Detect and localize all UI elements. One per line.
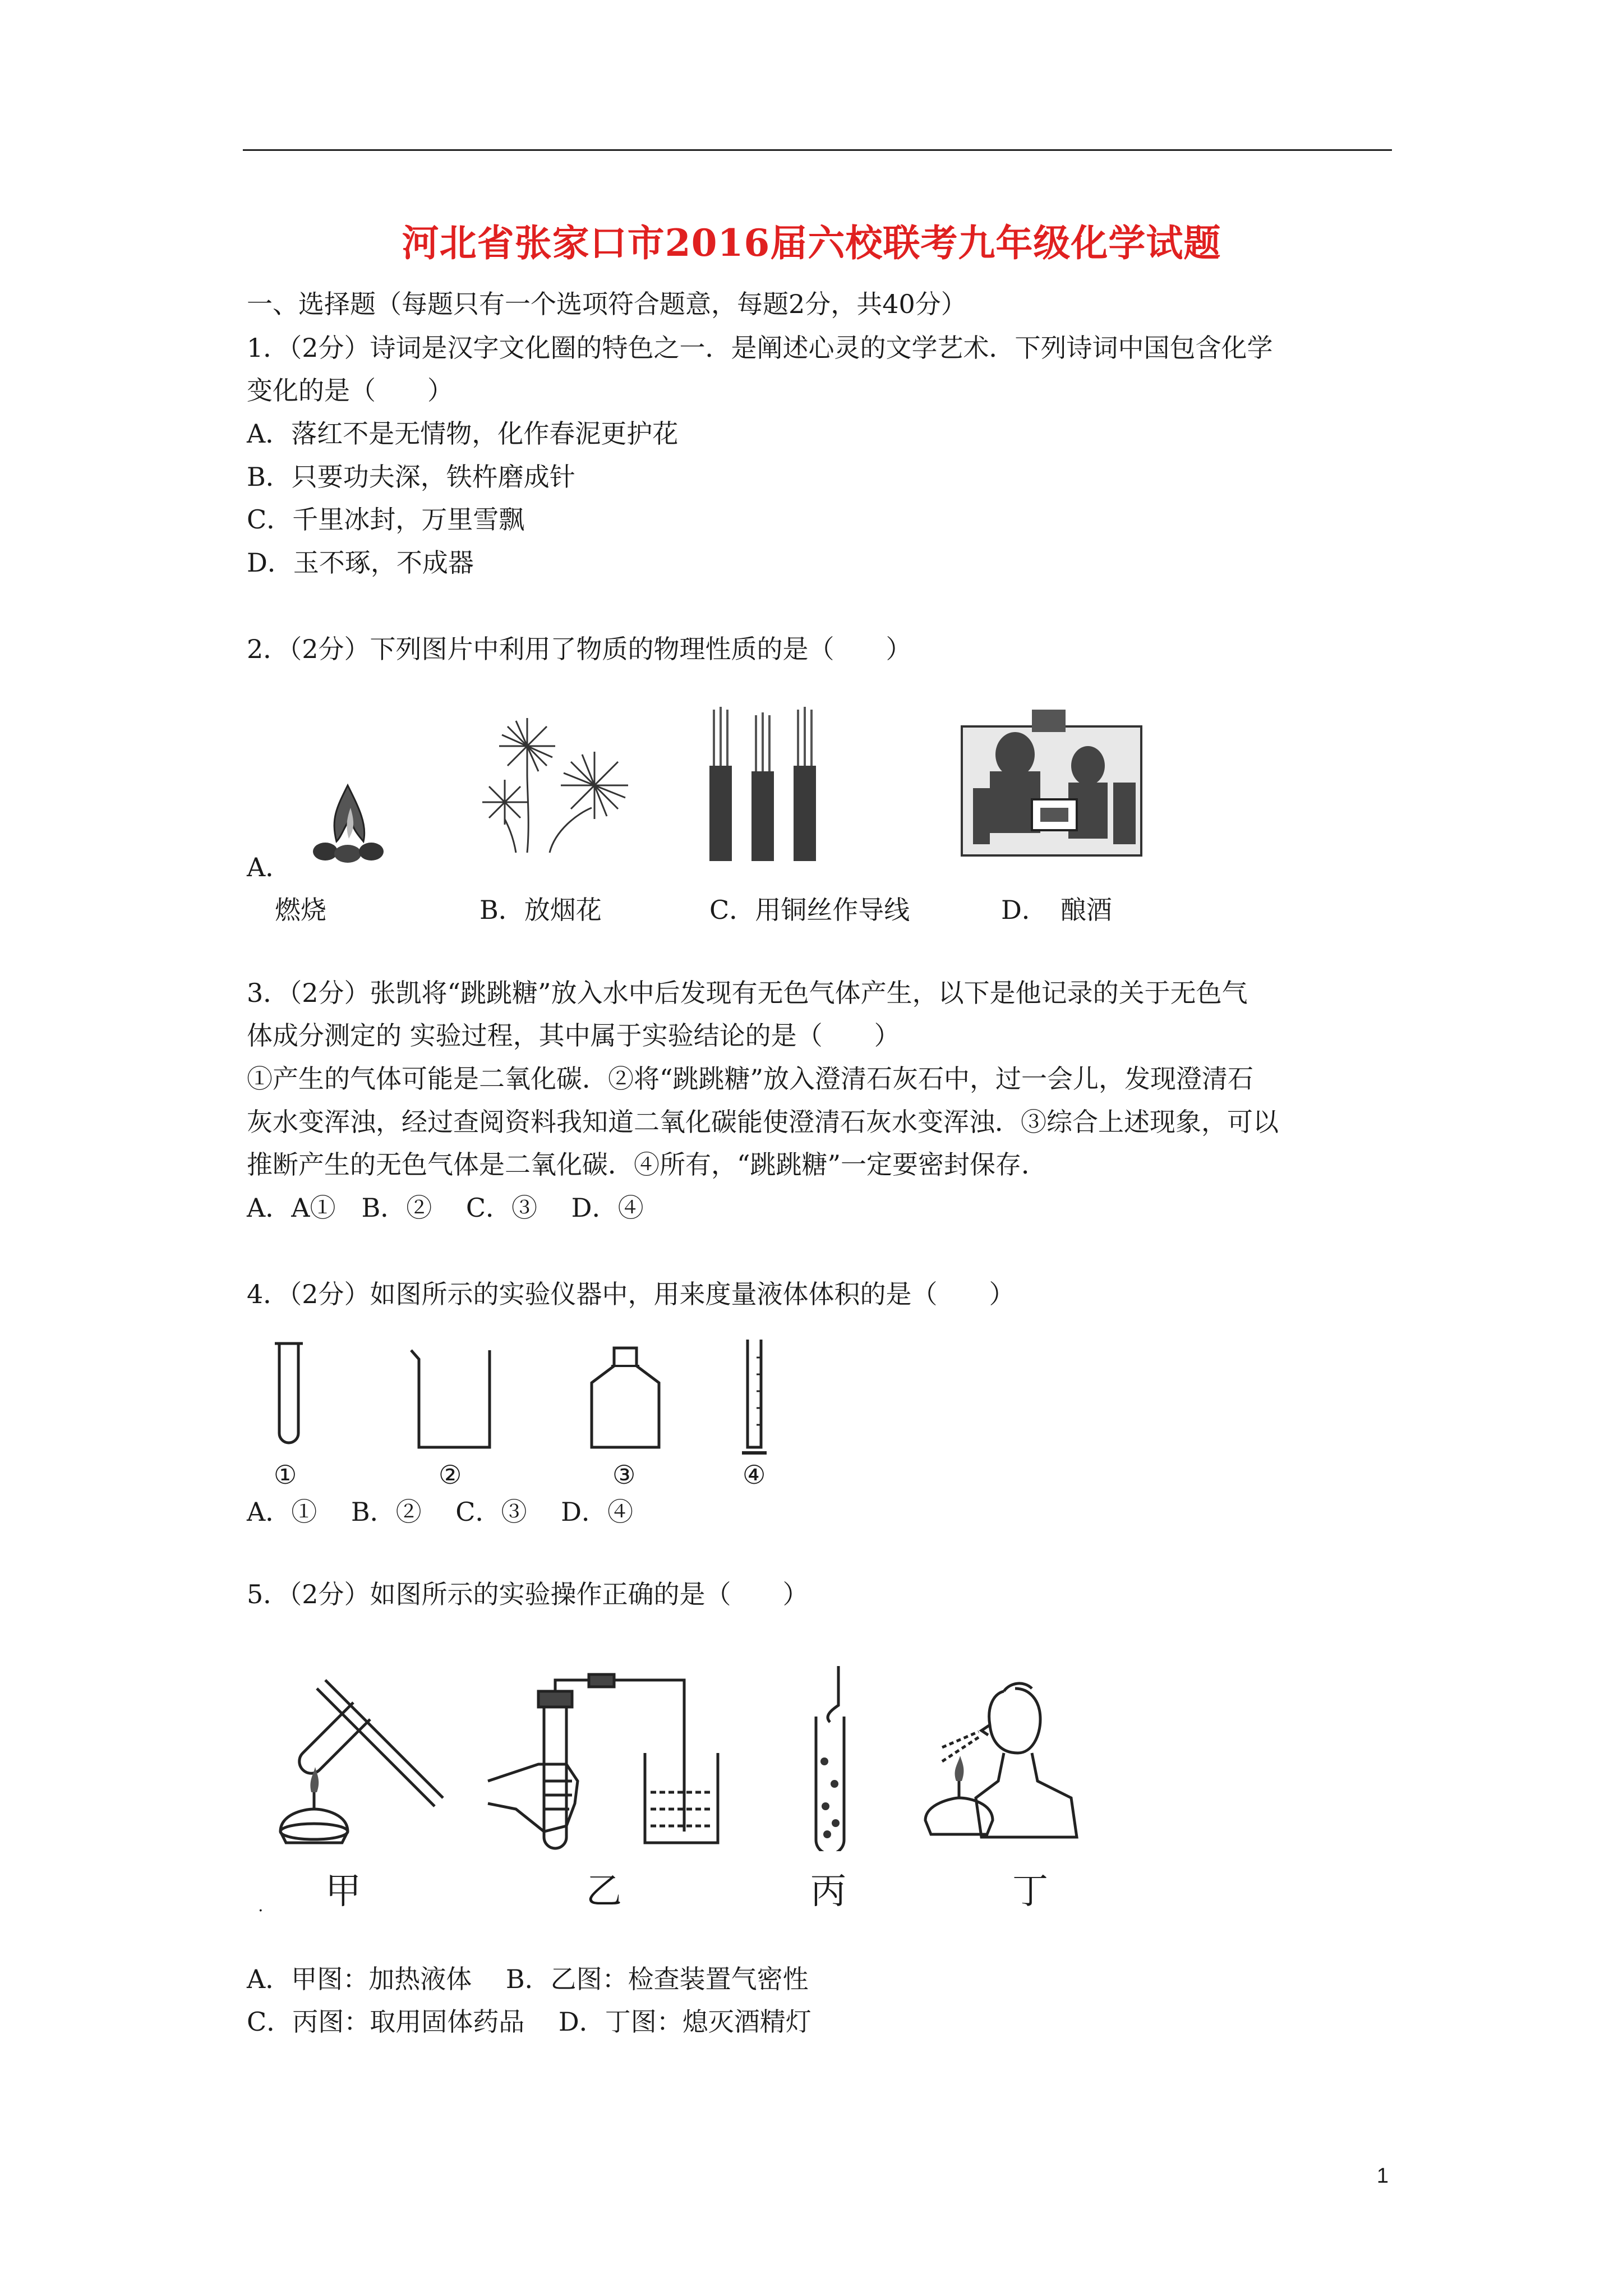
q1-stem-line2: 变化的是（ ） [247, 375, 453, 406]
q1-stem-line1: 1．（2分）诗词是汉字文化圈的特色之一．是阐述心灵的文学艺术．下列诗词中国包含化学 [247, 333, 1273, 363]
q4-label-4: ④ [743, 1460, 766, 1490]
q5-label-yi: 乙 [586, 1871, 622, 1912]
q4-options: A．① B．② C．③ D．④ [247, 1497, 633, 1527]
section-heading: 一、选择题（每题只有一个选项符合题意，每题2分，共40分） [247, 289, 967, 319]
blowing-out-lamp-diagram [920, 1669, 1082, 1848]
airtightness-check-diagram [482, 1669, 729, 1854]
q4-label-1: ① [274, 1460, 297, 1490]
page-number: 1 [1376, 2164, 1389, 2188]
q4-label-2: ② [439, 1460, 462, 1490]
test-tube-icon [269, 1338, 308, 1467]
q5-options-line1: A．甲图：加热液体 B．乙图：检查装置气密性 [247, 1964, 809, 1994]
q2-option-d-caption: D． 酿酒 [1001, 895, 1112, 925]
q1-option-a: A．落红不是无情物，化作春泥更护花 [247, 418, 679, 449]
q1-option-c: C．千里冰封，万里雪飘 [247, 504, 525, 535]
q2-option-b-caption: B．放烟花 [479, 895, 602, 925]
q1-option-b: B．只要功夫深，铁杵磨成针 [247, 462, 575, 492]
q3-stem-line1: 3．（2分）张凯将“跳跳糖”放入水中后发现有无色气体产生，以下是他记录的关于无色气 [247, 978, 1248, 1008]
fireworks-image [465, 712, 651, 864]
q3-stem-line2: 体成分测定的 实验过程，其中属于实验结论的是（ ） [247, 1020, 900, 1051]
reagent-bottle-icon [583, 1343, 667, 1456]
heating-liquid-diagram [264, 1669, 449, 1860]
copper-wire-image [698, 704, 827, 867]
q3-options: A．A① B．② C．③ D．④ [247, 1193, 644, 1223]
q5-label-jia: 甲 [325, 1871, 361, 1912]
q3-body-line1: ①产生的气体可能是二氧化碳．②将“跳跳糖”放入澄清石灰石中，过一会儿，发现澄清石 [247, 1064, 1254, 1094]
q4-label-3: ③ [612, 1460, 636, 1490]
header-rule [243, 149, 1392, 151]
q5-stem: 5．（2分）如图所示的实验操作正确的是（ ） [247, 1579, 809, 1609]
beaker-icon [407, 1343, 496, 1456]
q3-body-line2: 灰水变浑浊，经过查阅资料我知道二氧化碳能使澄清石灰水变浑浊．③综合上述现象，可以 [247, 1107, 1279, 1137]
wine-brewing-image [959, 704, 1144, 861]
page-title: 河北省张家口市2016届六校联考九年级化学试题 [402, 221, 1221, 265]
graduated-cylinder-icon [737, 1335, 771, 1461]
q4-stem: 4．（2分）如图所示的实验仪器中，用来度量液体体积的是（ ） [247, 1279, 1015, 1309]
q2-option-a-caption: 燃烧 [275, 895, 326, 925]
stray-dot: . [258, 1896, 264, 1916]
q2-option-a-letter: A． [247, 852, 292, 882]
q5-label-ding: 丁 [1012, 1871, 1048, 1912]
q2-stem: 2．（2分）下列图片中利用了物质的物理性质的是（ ） [247, 634, 912, 664]
q3-body-line3: 推断产生的无色气体是二氧化碳．④所有，“跳跳糖”一定要密封保存． [247, 1149, 1048, 1180]
solid-reagent-diagram [796, 1660, 864, 1851]
q1-option-d: D．玉不琢，不成器 [247, 547, 474, 578]
q2-option-c-caption: C．用铜丝作导线 [709, 895, 910, 925]
campfire-image [297, 774, 398, 869]
q5-options-line2: C．丙图：取用固体药品 D．丁图：熄灭酒精灯 [247, 2007, 811, 2037]
q5-label-bing: 丙 [810, 1871, 846, 1912]
